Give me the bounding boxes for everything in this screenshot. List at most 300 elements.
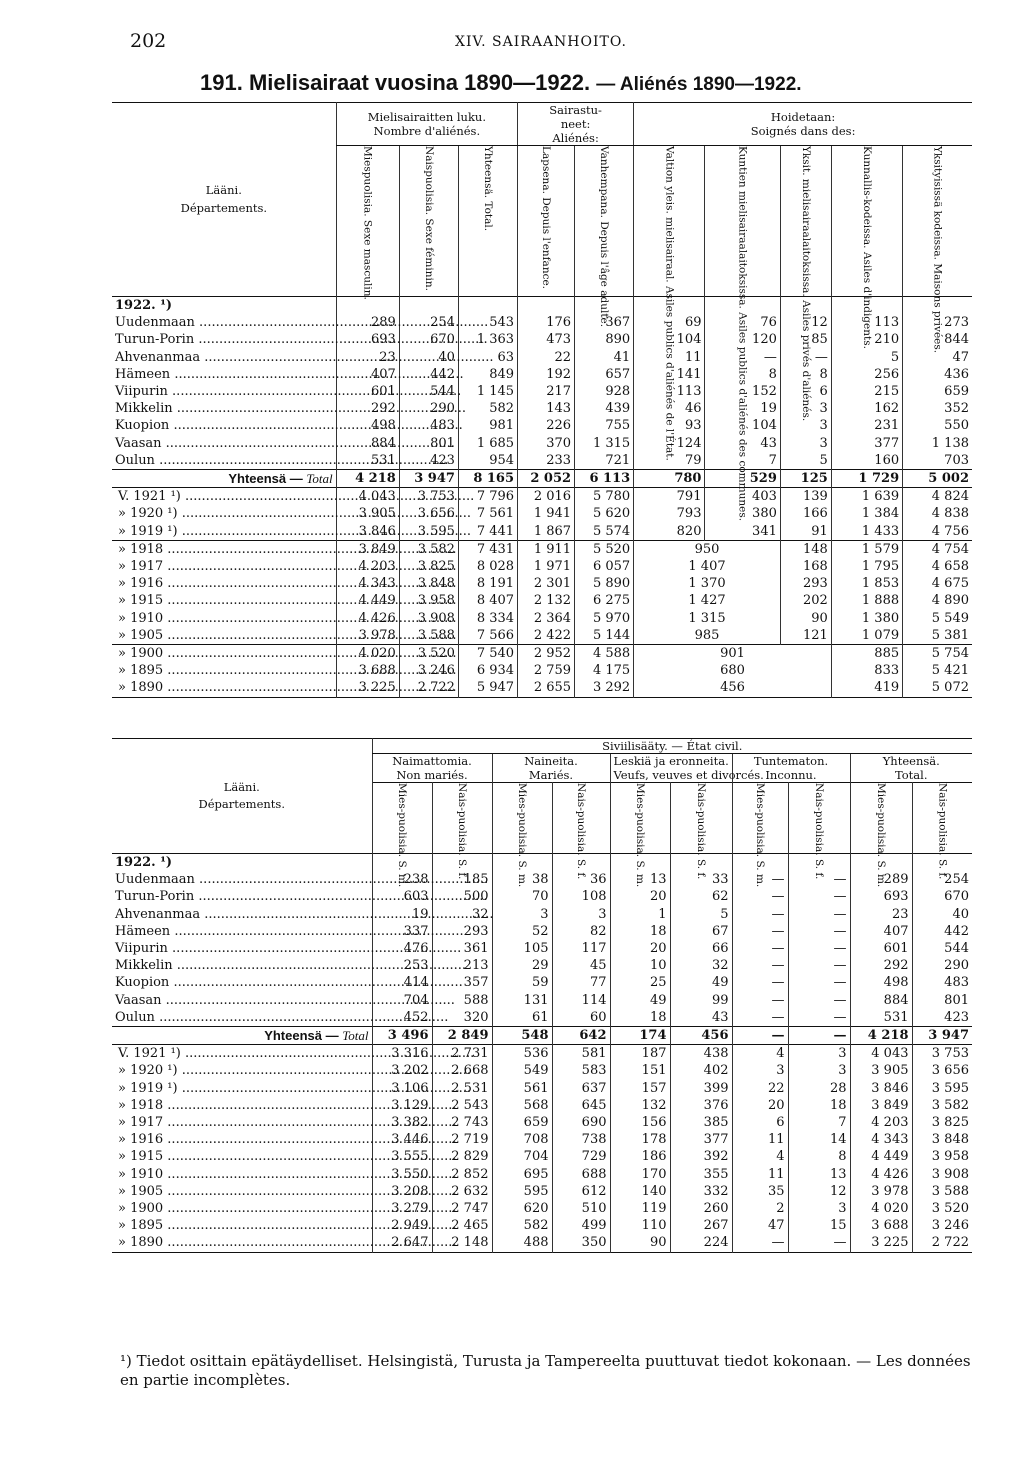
row-label: Turun-Porin .....: [112, 331, 336, 348]
t1-col-header-7: Yksit. mielisairaalaitoksissa. Asiles privés d'aliénés.: [780, 146, 831, 297]
cell-value: 793: [634, 505, 705, 522]
row-label: 1922. ¹): [115, 855, 173, 870]
cell-value: 117: [552, 940, 610, 957]
cell-value: 3 849: [336, 540, 399, 558]
cell-value: 3 225: [336, 679, 399, 697]
cell-value: 67: [670, 923, 732, 940]
row-label: Viipurin .....: [112, 383, 336, 400]
cell-value: 3: [788, 1200, 850, 1217]
cell-value: 603: [372, 888, 432, 905]
cell-value: 377: [831, 435, 902, 452]
cell-value: 3: [780, 417, 831, 434]
cell-value: 77: [552, 974, 610, 991]
cell-value: 1 853: [831, 575, 902, 592]
table-row: [112, 940, 972, 957]
cell-value: 2 422: [518, 627, 575, 645]
cell-value: 833: [831, 662, 902, 679]
total-value: 2 849: [432, 1027, 492, 1045]
cell-value: 32: [670, 957, 732, 974]
cell-value: 152: [705, 383, 780, 400]
table-row: [112, 383, 972, 400]
cell-value: 11: [732, 1131, 788, 1148]
total-value: 2 052: [518, 470, 575, 488]
cell-value: 1 579: [831, 540, 902, 558]
row-label: » 1915 .....: [112, 592, 336, 609]
cell-value: 4: [732, 1045, 788, 1063]
cell-value: 392: [670, 1148, 732, 1165]
cell-value: 124: [634, 435, 705, 452]
cell-value: 113: [634, 383, 705, 400]
cell-value: 601: [850, 940, 912, 957]
cell-value: —: [732, 906, 788, 923]
cell-value: 119: [610, 1200, 670, 1217]
table-row: [112, 417, 972, 434]
cell-value: 361: [432, 940, 492, 957]
cell-value: 423: [399, 452, 458, 470]
year-row: [112, 505, 972, 522]
cell-value: 2 364: [518, 610, 575, 627]
total-value: 1 729: [831, 470, 902, 488]
row-label: Mikkelin .....: [112, 400, 336, 417]
cell-value: 4 449: [850, 1148, 912, 1165]
cell-value: 3 588: [912, 1183, 972, 1200]
cell-value: 14: [788, 1131, 850, 1148]
total-value: 3 496: [372, 1027, 432, 1045]
cell-value: 981: [458, 417, 517, 434]
cell-value: 332: [670, 1183, 732, 1200]
cell-value: 2 301: [518, 575, 575, 592]
cell-value: 82: [552, 923, 610, 940]
cell-value: 5 780: [575, 488, 634, 506]
cell-value: 32: [432, 906, 492, 923]
cell-value: 5 574: [575, 523, 634, 541]
table-row: [112, 1009, 972, 1027]
cell-value: 385: [670, 1114, 732, 1131]
year-row: [112, 679, 972, 697]
cell-value: 3 279: [372, 1200, 432, 1217]
cell-value: 186: [610, 1148, 670, 1165]
cell-value: 680: [634, 662, 832, 679]
cell-value: 4 043: [336, 488, 399, 506]
cell-value: 4 426: [850, 1166, 912, 1183]
cell-value: 377: [670, 1131, 732, 1148]
cell-value: 1 079: [831, 627, 902, 645]
cell-value: 581: [552, 1045, 610, 1063]
cell-value: —: [788, 1009, 850, 1027]
cell-value: 3 382: [372, 1114, 432, 1131]
title-fi: Mielisairaat vuosina 1890—1922.: [248, 70, 591, 95]
cell-value: 4 588: [575, 645, 634, 663]
table-row: [112, 349, 972, 366]
cell-value: 5 381: [903, 627, 972, 645]
row-label: » 1918 .....: [112, 1097, 372, 1114]
cell-value: 582: [458, 400, 517, 417]
t1-col-header-9: Yksityisissä kodeissa. Maisons privées.: [903, 146, 972, 297]
year-row: [112, 558, 972, 575]
cell-value: 544: [399, 383, 458, 400]
cell-value: 738: [552, 1131, 610, 1148]
cell-value: 2 655: [518, 679, 575, 697]
cell-value: 1 888: [831, 592, 902, 609]
cell-value: 11: [634, 349, 705, 366]
cell-value: 1 384: [831, 505, 902, 522]
cell-value: 659: [492, 1114, 552, 1131]
cell-value: 2: [732, 1200, 788, 1217]
cell-value: 40: [912, 906, 972, 923]
cell-value: 289: [850, 871, 912, 888]
cell-value: 40: [399, 349, 458, 366]
cell-value: 4 890: [903, 592, 972, 609]
t2-stub-header: Lääni. Départements.: [198, 779, 285, 811]
row-label: » 1918 .....: [112, 540, 336, 558]
row-label: Oulun .....: [112, 452, 336, 470]
cell-value: 884: [850, 992, 912, 1009]
cell-value: 3 656: [399, 505, 458, 522]
cell-value: 708: [492, 1131, 552, 1148]
cell-value: 166: [780, 505, 831, 522]
cell-value: 1 433: [831, 523, 902, 541]
cell-value: 20: [610, 888, 670, 905]
cell-value: 3 595: [399, 523, 458, 541]
cell-value: 3 958: [399, 592, 458, 609]
cell-value: —: [788, 871, 850, 888]
cell-value: 473: [518, 331, 575, 348]
cell-value: 2 148: [432, 1234, 492, 1252]
total-value: 780: [634, 470, 705, 488]
cell-value: 141: [634, 366, 705, 383]
cell-value: 4 756: [903, 523, 972, 541]
row-label: Vaasan .....: [112, 435, 336, 452]
year-row: [112, 1217, 972, 1234]
cell-value: —: [732, 974, 788, 991]
cell-value: 231: [831, 417, 902, 434]
cell-value: 49: [670, 974, 732, 991]
cell-value: 436: [903, 366, 972, 383]
cell-value: 3 582: [912, 1097, 972, 1114]
cell-value: 407: [850, 923, 912, 940]
cell-value: 498: [850, 974, 912, 991]
row-label: » 1910 .....: [112, 610, 336, 627]
cell-value: 3 825: [399, 558, 458, 575]
table-row: [112, 435, 972, 452]
cell-value: 19: [372, 906, 432, 923]
cell-value: 62: [670, 888, 732, 905]
cell-value: —: [732, 923, 788, 940]
cell-value: 2 747: [432, 1200, 492, 1217]
t1-col-header-1: Naispuolisia. Sexe féminin.: [399, 146, 458, 297]
cell-value: 5 754: [903, 645, 972, 663]
row-label: Turun-Porin .....: [112, 888, 372, 905]
cell-value: 620: [492, 1200, 552, 1217]
cell-value: 7: [788, 1114, 850, 1131]
cell-value: 561: [492, 1080, 552, 1097]
cell-value: 399: [670, 1080, 732, 1097]
cell-value: 2 759: [518, 662, 575, 679]
row-label: Vaasan .....: [112, 992, 372, 1009]
cell-value: 3 520: [912, 1200, 972, 1217]
cell-value: 254: [399, 314, 458, 331]
year-row: [112, 627, 972, 645]
cell-value: 4 043: [850, 1045, 912, 1063]
cell-value: 185: [432, 871, 492, 888]
cell-value: 549: [492, 1062, 552, 1079]
cell-value: 721: [575, 452, 634, 470]
cell-value: 143: [518, 400, 575, 417]
table-row: [112, 366, 972, 383]
cell-value: 885: [831, 645, 902, 663]
cell-value: 568: [492, 1097, 552, 1114]
cell-value: 8 407: [458, 592, 517, 609]
cell-value: 510: [552, 1200, 610, 1217]
t1-stub-fi: Lääni.: [205, 183, 242, 198]
cell-value: 890: [575, 331, 634, 348]
cell-value: 729: [552, 1148, 610, 1165]
row-label: » 1920 ¹) .....: [112, 1062, 372, 1079]
year-row: [112, 575, 972, 592]
cell-value: 3 978: [336, 627, 399, 645]
cell-value: 582: [492, 1217, 552, 1234]
cell-value: 7 540: [458, 645, 517, 663]
year-row: [112, 540, 972, 558]
cell-value: 350: [552, 1234, 610, 1252]
cell-value: 3 958: [912, 1148, 972, 1165]
total-row: [112, 470, 972, 488]
total-value: 3 947: [912, 1027, 972, 1045]
cell-value: 178: [610, 1131, 670, 1148]
row-label: Hämeen .....: [112, 923, 372, 940]
cell-value: 113: [831, 314, 902, 331]
cell-value: 253: [372, 957, 432, 974]
cell-value: —: [788, 957, 850, 974]
cell-value: 38: [492, 871, 552, 888]
cell-value: 148: [780, 540, 831, 558]
cell-value: 4 203: [850, 1114, 912, 1131]
cell-value: 499: [552, 1217, 610, 1234]
t2-sub-female: Nais-puolisia. S. f.: [552, 783, 610, 854]
cell-value: 1 867: [518, 523, 575, 541]
cell-value: —: [788, 1234, 850, 1252]
cell-value: 33: [670, 871, 732, 888]
cell-value: 3 849: [850, 1097, 912, 1114]
row-label: Ahvenanmaa .....: [112, 349, 336, 366]
cell-value: —: [732, 992, 788, 1009]
cell-value: —: [788, 906, 850, 923]
cell-value: 168: [780, 558, 831, 575]
t1-col-header-5: Valtion yleis. mielisairaal. Asiles publics d'aliénés de l'État.: [634, 146, 705, 297]
title-fr: — Aliénés 1890—1922.: [596, 74, 802, 95]
cell-value: 238: [372, 871, 432, 888]
cell-value: 500: [432, 888, 492, 905]
cell-value: 5 890: [575, 575, 634, 592]
cell-value: 254: [912, 871, 972, 888]
cell-value: 4 203: [336, 558, 399, 575]
total-value: 6 113: [575, 470, 634, 488]
cell-value: 3: [552, 906, 610, 923]
cell-value: 612: [552, 1183, 610, 1200]
t2-group-header-3: Tuntematon. Inconnu.: [732, 754, 850, 783]
cell-value: 456: [634, 679, 832, 697]
cell-value: —: [732, 940, 788, 957]
cell-value: 4 754: [903, 540, 972, 558]
cell-value: 90: [780, 610, 831, 627]
t2-supergroup: Siviilisääty. — État civil.: [372, 739, 972, 754]
cell-value: 483: [399, 417, 458, 434]
cell-value: 105: [492, 940, 552, 957]
year-row: [112, 1062, 972, 1079]
cell-value: 3 978: [850, 1183, 912, 1200]
cell-value: 90: [610, 1234, 670, 1252]
cell-value: 187: [610, 1045, 670, 1063]
cell-value: 3 688: [336, 662, 399, 679]
cell-value: 22: [732, 1080, 788, 1097]
cell-value: 12: [780, 314, 831, 331]
cell-value: 13: [610, 871, 670, 888]
cell-value: 267: [670, 1217, 732, 1234]
cell-value: 2 647: [372, 1234, 432, 1252]
cell-value: 8 191: [458, 575, 517, 592]
cell-value: 170: [610, 1166, 670, 1183]
cell-value: 3 202: [372, 1062, 432, 1079]
cell-value: 3 582: [399, 540, 458, 558]
cell-value: 18: [788, 1097, 850, 1114]
cell-value: 483: [912, 974, 972, 991]
table-row: [112, 923, 972, 940]
cell-value: 801: [912, 992, 972, 1009]
row-label: 1922. ¹): [115, 298, 173, 313]
t2-sub-female: Nais-puolisia. S. f.: [788, 783, 850, 854]
cell-value: 670: [399, 331, 458, 348]
t2-sub-female: Nais-puolisia. S. f.: [432, 783, 492, 854]
cell-value: 1 145: [458, 383, 517, 400]
cell-value: 704: [372, 992, 432, 1009]
cell-value: 659: [903, 383, 972, 400]
cell-value: 3 106: [372, 1080, 432, 1097]
cell-value: 550: [903, 417, 972, 434]
cell-value: 162: [831, 400, 902, 417]
cell-value: 131: [492, 992, 552, 1009]
total-label: Yhteensä — Total: [264, 1028, 369, 1044]
cell-value: 157: [610, 1080, 670, 1097]
cell-value: 8: [780, 366, 831, 383]
cell-value: 1 380: [831, 610, 902, 627]
row-label: » 1920 ¹) .....: [112, 505, 336, 522]
cell-value: 704: [492, 1148, 552, 1165]
cell-value: —: [732, 871, 788, 888]
cell-value: 954: [458, 452, 517, 470]
cell-value: 341: [705, 523, 780, 541]
cell-value: 407: [336, 366, 399, 383]
cell-value: 43: [670, 1009, 732, 1027]
cell-value: 273: [903, 314, 972, 331]
total-value: 456: [670, 1027, 732, 1045]
cell-value: 120: [705, 331, 780, 348]
cell-value: 217: [518, 383, 575, 400]
cell-value: 3: [780, 400, 831, 417]
cell-value: 583: [552, 1062, 610, 1079]
cell-value: 688: [552, 1166, 610, 1183]
cell-value: 5 421: [903, 662, 972, 679]
cell-value: 2 465: [432, 1217, 492, 1234]
year-row: [112, 488, 972, 506]
row-label: Uudenmaan .....: [112, 871, 372, 888]
row-label: Viipurin .....: [112, 940, 372, 957]
cell-value: 3: [788, 1045, 850, 1063]
cell-value: 226: [518, 417, 575, 434]
cell-value: 3 129: [372, 1097, 432, 1114]
cell-value: 292: [336, 400, 399, 417]
cell-value: 59: [492, 974, 552, 991]
cell-value: 139: [780, 488, 831, 506]
cell-value: 2 829: [432, 1148, 492, 1165]
cell-value: 588: [432, 992, 492, 1009]
cell-value: 337: [372, 923, 432, 940]
cell-value: 4 838: [903, 505, 972, 522]
cell-value: 70: [492, 888, 552, 905]
row-label: Kuopion .....: [112, 417, 336, 434]
cell-value: 4 343: [336, 575, 399, 592]
cell-value: 690: [552, 1114, 610, 1131]
total-value: 8 165: [458, 470, 517, 488]
year-row: [112, 1080, 972, 1097]
cell-value: 3 848: [912, 1131, 972, 1148]
cell-value: 132: [610, 1097, 670, 1114]
total-value: 174: [610, 1027, 670, 1045]
cell-value: 2 543: [432, 1097, 492, 1114]
year-row: [112, 610, 972, 627]
year-row: [112, 645, 972, 663]
cell-value: 2 722: [912, 1234, 972, 1252]
cell-value: —: [788, 940, 850, 957]
total-value: 529: [705, 470, 780, 488]
cell-value: 23: [336, 349, 399, 366]
cell-value: 290: [399, 400, 458, 417]
cell-value: 202: [780, 592, 831, 609]
cell-value: 192: [518, 366, 575, 383]
row-label: V. 1921 ¹) .....: [112, 1045, 372, 1063]
cell-value: 293: [780, 575, 831, 592]
cell-value: 3: [780, 435, 831, 452]
cell-value: 233: [518, 452, 575, 470]
t2-sub-male: Mies-puolisia. S. m.: [850, 783, 912, 854]
cell-value: 290: [912, 957, 972, 974]
cell-value: 29: [492, 957, 552, 974]
cell-value: 213: [432, 957, 492, 974]
cell-value: 79: [634, 452, 705, 470]
cell-value: 693: [850, 888, 912, 905]
cell-value: 928: [575, 383, 634, 400]
cell-value: 3: [788, 1062, 850, 1079]
cell-value: 215: [831, 383, 902, 400]
cell-value: 63: [458, 349, 517, 366]
cell-value: 376: [670, 1097, 732, 1114]
cell-value: 452: [372, 1009, 432, 1027]
cell-value: 35: [732, 1183, 788, 1200]
cell-value: 380: [705, 505, 780, 522]
cell-value: 1 407: [634, 558, 781, 575]
cell-value: 289: [336, 314, 399, 331]
cell-value: 601: [336, 383, 399, 400]
cell-value: 844: [903, 331, 972, 348]
total-value: —: [788, 1027, 850, 1045]
cell-value: 3 905: [336, 505, 399, 522]
cell-value: [458, 297, 517, 315]
cell-value: —: [732, 888, 788, 905]
cell-value: 47: [732, 1217, 788, 1234]
cell-value: 3 520: [399, 645, 458, 663]
total-value: —: [732, 1027, 788, 1045]
year-row: [112, 1200, 972, 1217]
row-label: » 1900 .....: [112, 1200, 372, 1217]
